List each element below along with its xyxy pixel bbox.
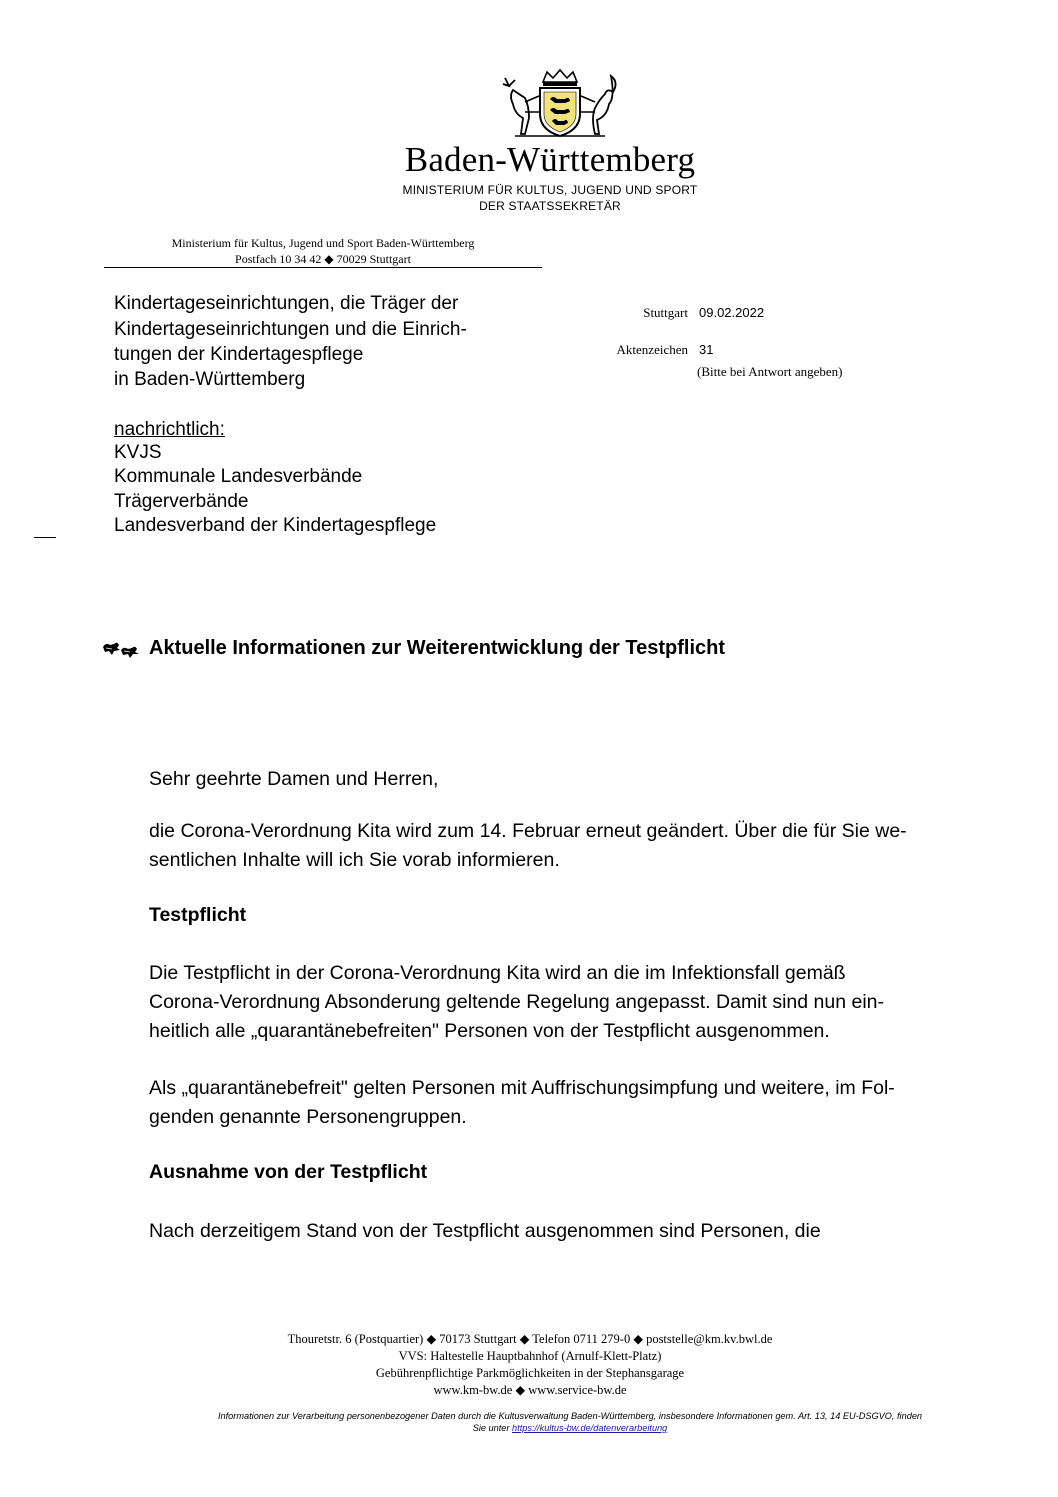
ministry-name: MINISTERIUM FÜR KULTUS, JUGEND UND SPORT bbox=[402, 183, 698, 197]
return-address-line-2: Postfach 10 34 42 ◆ 70029 Stuttgart bbox=[235, 252, 411, 266]
reference-number: 31 bbox=[699, 342, 714, 357]
privacy-notice-line-2 bbox=[150, 1422, 990, 1434]
section-heading-exemption: Ausnahme von der Testpflicht bbox=[149, 1161, 428, 1183]
footer-web: www.km-bw.de ◆ www.service-bw.de bbox=[433, 1383, 627, 1397]
reference-label: Aktenzeichen bbox=[616, 342, 688, 357]
privacy-link[interactable]: https://kultus-bw.de/datenverarbeitung bbox=[512, 1423, 668, 1433]
paragraph-line: Als „quarantänebefreit" gelten Personen mit Auffrischungsimpfung und weitere, im Fol- bbox=[149, 1077, 895, 1099]
paragraph-line: heitlich alle „quarantänebefreiten" Personen von der Testpflicht ausgenommen. bbox=[149, 1020, 830, 1042]
section-heading-testpflicht: Testpflicht bbox=[149, 904, 247, 926]
reference-note: (Bitte bei Antwort angeben) bbox=[697, 364, 843, 379]
cc-recipient: Kommunale Landesverbände bbox=[114, 466, 363, 487]
paragraph-line: Die Testpflicht in der Corona-Verordnung Kita wird an die im Infektionsfall gemäß bbox=[149, 962, 846, 984]
recipient-line: tungen der Kindertagespflege bbox=[114, 344, 364, 365]
footer-address: Thouretstr. 6 (Postquartier) ◆ 70173 Stuttgart ◆ Telefon 0711 279-0 ◆ poststelle@km.kv.bwl.de bbox=[287, 1332, 773, 1346]
state-name: Baden-Württemberg bbox=[404, 140, 696, 179]
cc-recipient: KVJS bbox=[114, 442, 162, 463]
privacy-prefix: Sie unter bbox=[472, 1423, 513, 1433]
place-label: Stuttgart bbox=[643, 305, 688, 320]
lions-icon bbox=[102, 638, 142, 660]
footer-parking: Gebührenpflichtige Parkmöglichkeiten in der Stephansgarage bbox=[375, 1366, 685, 1380]
letter-subject: Aktuelle Informationen zur Weiterentwicklung der Testpflicht bbox=[149, 637, 725, 659]
footer-transit: VVS: Haltestelle Hauptbahnhof (Arnulf-Klett-Platz) bbox=[398, 1349, 662, 1363]
intro-line: sentlichen Inhalte will ich Sie vorab informieren. bbox=[149, 849, 560, 871]
salutation: Sehr geehrte Damen und Herren, bbox=[149, 768, 439, 790]
recipient-line: Kindertageseinrichtungen, die Träger der bbox=[114, 293, 459, 314]
recipient-line: in Baden-Württemberg bbox=[114, 369, 306, 390]
cc-recipient: Landesverband der Kindertagespflege bbox=[114, 515, 437, 536]
return-address-line-1: Ministerium für Kultus, Jugend und Sport Baden-Württemberg bbox=[171, 236, 475, 250]
fold-mark bbox=[34, 537, 56, 538]
coat-of-arms-icon bbox=[495, 68, 625, 140]
paragraph-line: Nach derzeitigem Stand von der Testpflicht ausgenommen sind Personen, die bbox=[149, 1220, 821, 1242]
return-address-divider bbox=[104, 267, 542, 268]
cc-recipient: Trägerverbände bbox=[114, 491, 249, 512]
paragraph-line: genden genannte Personengruppen. bbox=[149, 1106, 467, 1128]
secretary-title: DER STAATSSEKRETÄR bbox=[479, 199, 621, 213]
intro-line: die Corona-Verordnung Kita wird zum 14. Februar erneut geändert. Über die für Sie we- bbox=[149, 820, 907, 842]
privacy-notice-line-1: Informationen zur Verarbeitung personenbezogener Daten durch die Kultusverwaltung Baden-Württemberg, insbesondere Informationen gem. Art. 13, 14 EU-DSGVO, finden bbox=[217, 1411, 923, 1421]
letter-date: 09.02.2022 bbox=[699, 305, 765, 320]
recipient-line: Kindertageseinrichtungen und die Einrich- bbox=[114, 319, 467, 340]
cc-label: nachrichtlich: bbox=[114, 419, 225, 440]
paragraph-line: Corona-Verordnung Absonderung geltende Regelung angepasst. Damit sind nun ein- bbox=[149, 991, 885, 1013]
